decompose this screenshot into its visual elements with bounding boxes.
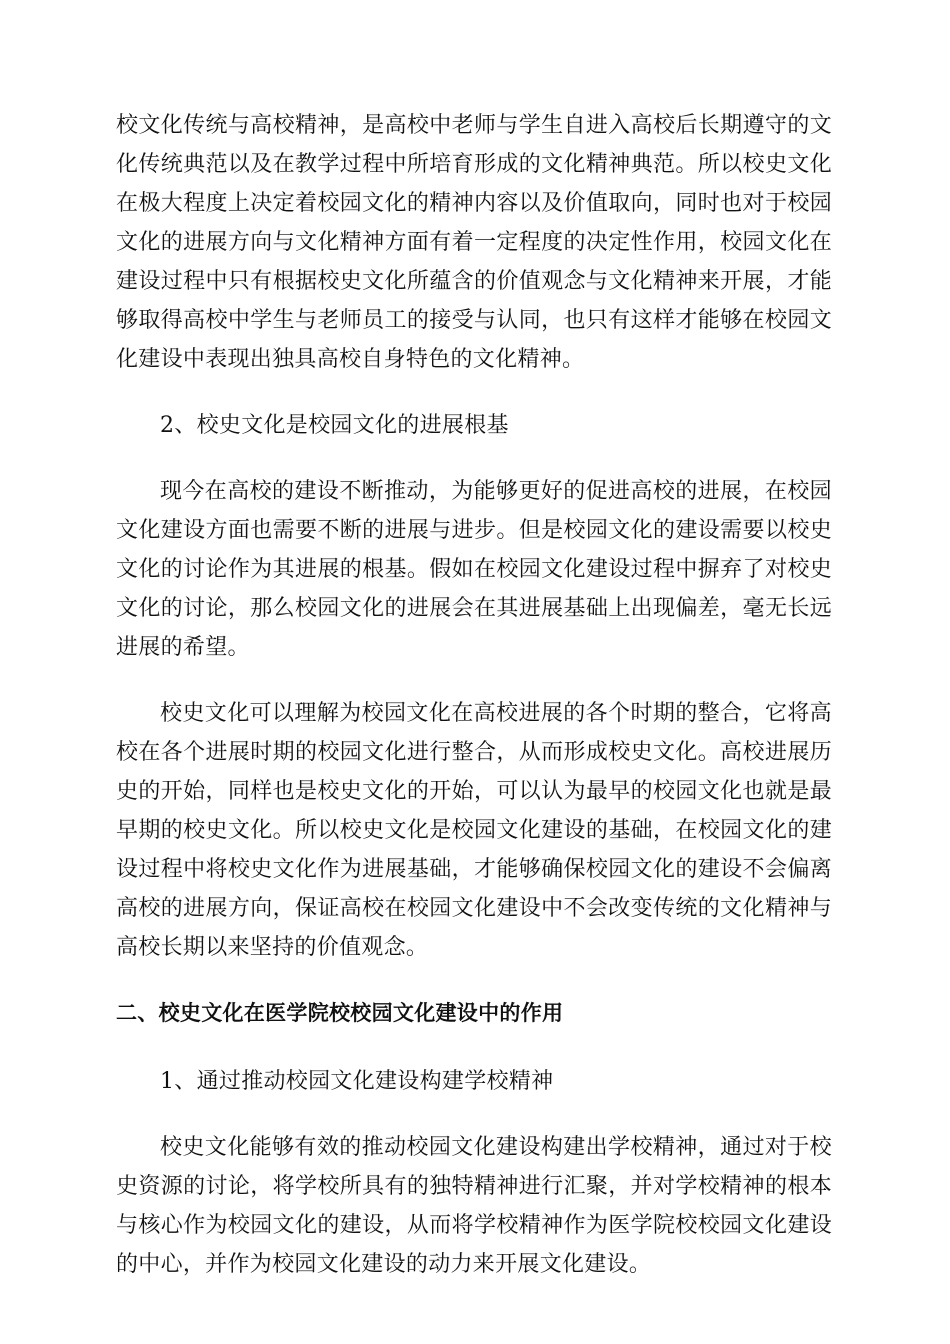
body-paragraph-continued: 校文化传统与高校精神，是高校中老师与学生自进入高校后长期遵守的文化传统典范以及在教学过程中所培育形成的文化精神典范。所以校史文化在极大程度上决定着校园文化的精神内容以及价值取向，同时也对于校园文化的进展方向与文化精神方面有着一定程度的决定性作用，校园文化在建设过程中只有根据校史文化所蕴含的价值观念与文化精神来开展，才能够取得高校中学生与老师员工的接受与认同，也只有这样才能够在校园文化建设中表现出独具高校自身特色的文化精神。: [116, 113, 832, 372]
body-paragraph: 校史文化可以理解为校园文化在高校进展的各个时期的整合，它将高校在各个进展时期的校园文化进行整合，从而形成校史文化。高校进展历史的开始，同样也是校史文化的开始，可以认为最早的校园文化也就是最早期的校史文化。所以校史文化是校园文化建设的基础，在校园文化的建设过程中将校史文化作为进展基础，才能够确保校园文化的建设不会偏离高校的进展方向，保证高校在校园文化建设中不会改变传统的文化精神与高校长期以来坚持的价值观念。: [116, 701, 832, 960]
subsection-heading-2: 2、校史文化是校园文化的进展根基: [160, 413, 509, 438]
section-heading: 二、校史文化在医学院校校园文化建设中的作用: [116, 1001, 564, 1025]
body-paragraph: 校史文化能够有效的推动校园文化建设构建出学校精神，通过对于校史资源的讨论，将学校所具有的独特精神进行汇聚，并对学校精神的根本与核心作为校园文化的建设，从而将学校精神作为医学院校校园文化建设的中心，并作为校园文化建设的动力来开展文化建设。: [116, 1135, 832, 1277]
body-paragraph: 现今在高校的建设不断推动，为能够更好的促进高校的进展，在校园文化建设方面也需要不断的进展与进步。但是校园文化的建设需要以校史文化的讨论作为其进展的根基。假如在校园文化建设过程中摒弃了对校史文化的讨论，那么校园文化的进展会在其进展基础上出现偏差，毫无长远进展的希望。: [116, 479, 832, 660]
document-page: [116, 106, 832, 1311]
subsection-heading-1: 1、通过推动校园文化建设构建学校精神: [160, 1069, 554, 1094]
